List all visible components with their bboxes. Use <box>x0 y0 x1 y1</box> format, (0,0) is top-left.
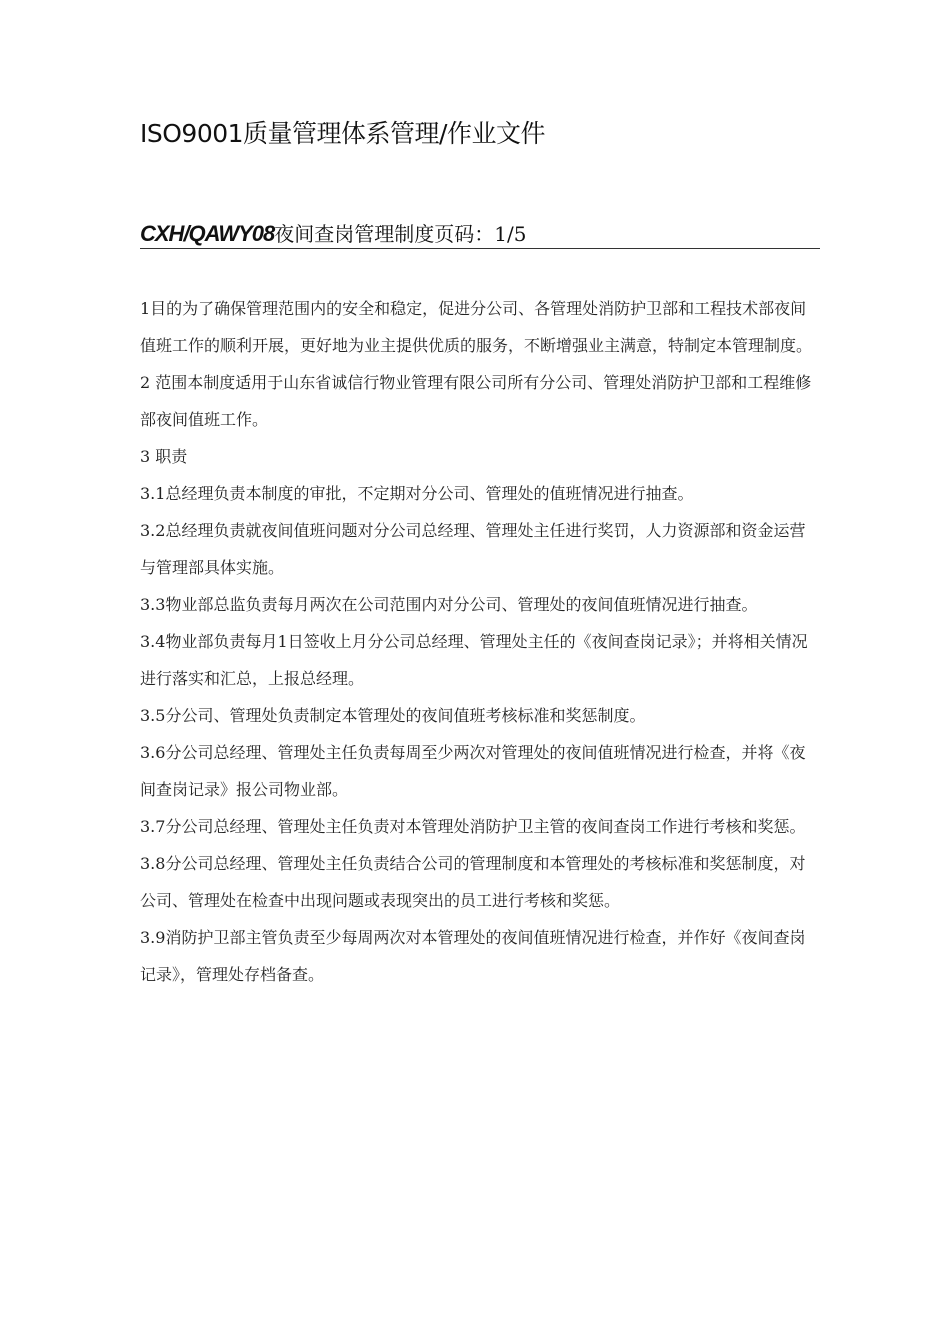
paragraph-scope: 2 范围本制度适用于山东省诚信行物业管理有限公司所有分公司、管理处消防护卫部和工程维修部夜间值班工作。 <box>140 373 812 429</box>
paragraph-purpose: 1目的为了确保管理范围内的安全和稳定，促进分公司、各管理处消防护卫部和工程技术部夜间值班工作的顺利开展，更好地为业主提供优质的服务，不断增强业主满意，特制定本管理制度。 <box>140 299 813 355</box>
paragraph-3-3: 3.3物业部总监负责每月两次在公司范围内对分公司、管理处的夜间值班情况进行抽查。 <box>140 595 758 614</box>
paragraph-3-4: 3.4物业部负责每月1日签收上月分公司总经理、管理处主任的《夜间查岗记录》；并将相关情况进行落实和汇总，上报总经理。 <box>140 632 808 688</box>
paragraph-3-8: 3.8分公司总经理、管理处主任负责结合公司的管理制度和本管理处的考核标准和奖惩制度，对公司、管理处在检查中出现问题或表现突出的员工进行考核和奖惩。 <box>140 854 806 910</box>
document-header <box>140 218 820 249</box>
section-heading-responsibilities: 3 职责 <box>140 447 188 466</box>
paragraph-3-9: 3.9消防护卫部主管负责至少每周两次对本管理处的夜间值班情况进行检查，并作好《夜间查岗记录》，管理处存档备查。 <box>140 928 806 984</box>
paragraph-3-5: 3.5分公司、管理处负责制定本管理处的夜间值班考核标准和奖惩制度。 <box>140 706 646 725</box>
document-body <box>140 290 820 993</box>
paragraph-3-2: 3.2总经理负责就夜间值班问题对分公司总经理、管理处主任进行奖罚，人力资源部和资金运营与管理部具体实施。 <box>140 521 806 577</box>
system-title: ISO9001质量管理体系管理/作业文件 <box>140 119 545 148</box>
paragraph-3-6: 3.6分公司总经理、管理处主任负责每周至少两次对管理处的夜间值班情况进行检查，并将《夜间查岗记录》报公司物业部。 <box>140 743 806 799</box>
paragraph-3-7: 3.7分公司总经理、管理处主任负责对本管理处消防护卫主管的夜间查岗工作进行考核和奖惩。 <box>140 817 806 836</box>
document-code: CXH/QAWY08 <box>140 221 275 246</box>
paragraph-3-1: 3.1总经理负责本制度的审批，不定期对分公司、管理处的值班情况进行抽查。 <box>140 484 694 503</box>
document-name: 夜间查岗管理制度页码：1/5 <box>274 222 527 246</box>
